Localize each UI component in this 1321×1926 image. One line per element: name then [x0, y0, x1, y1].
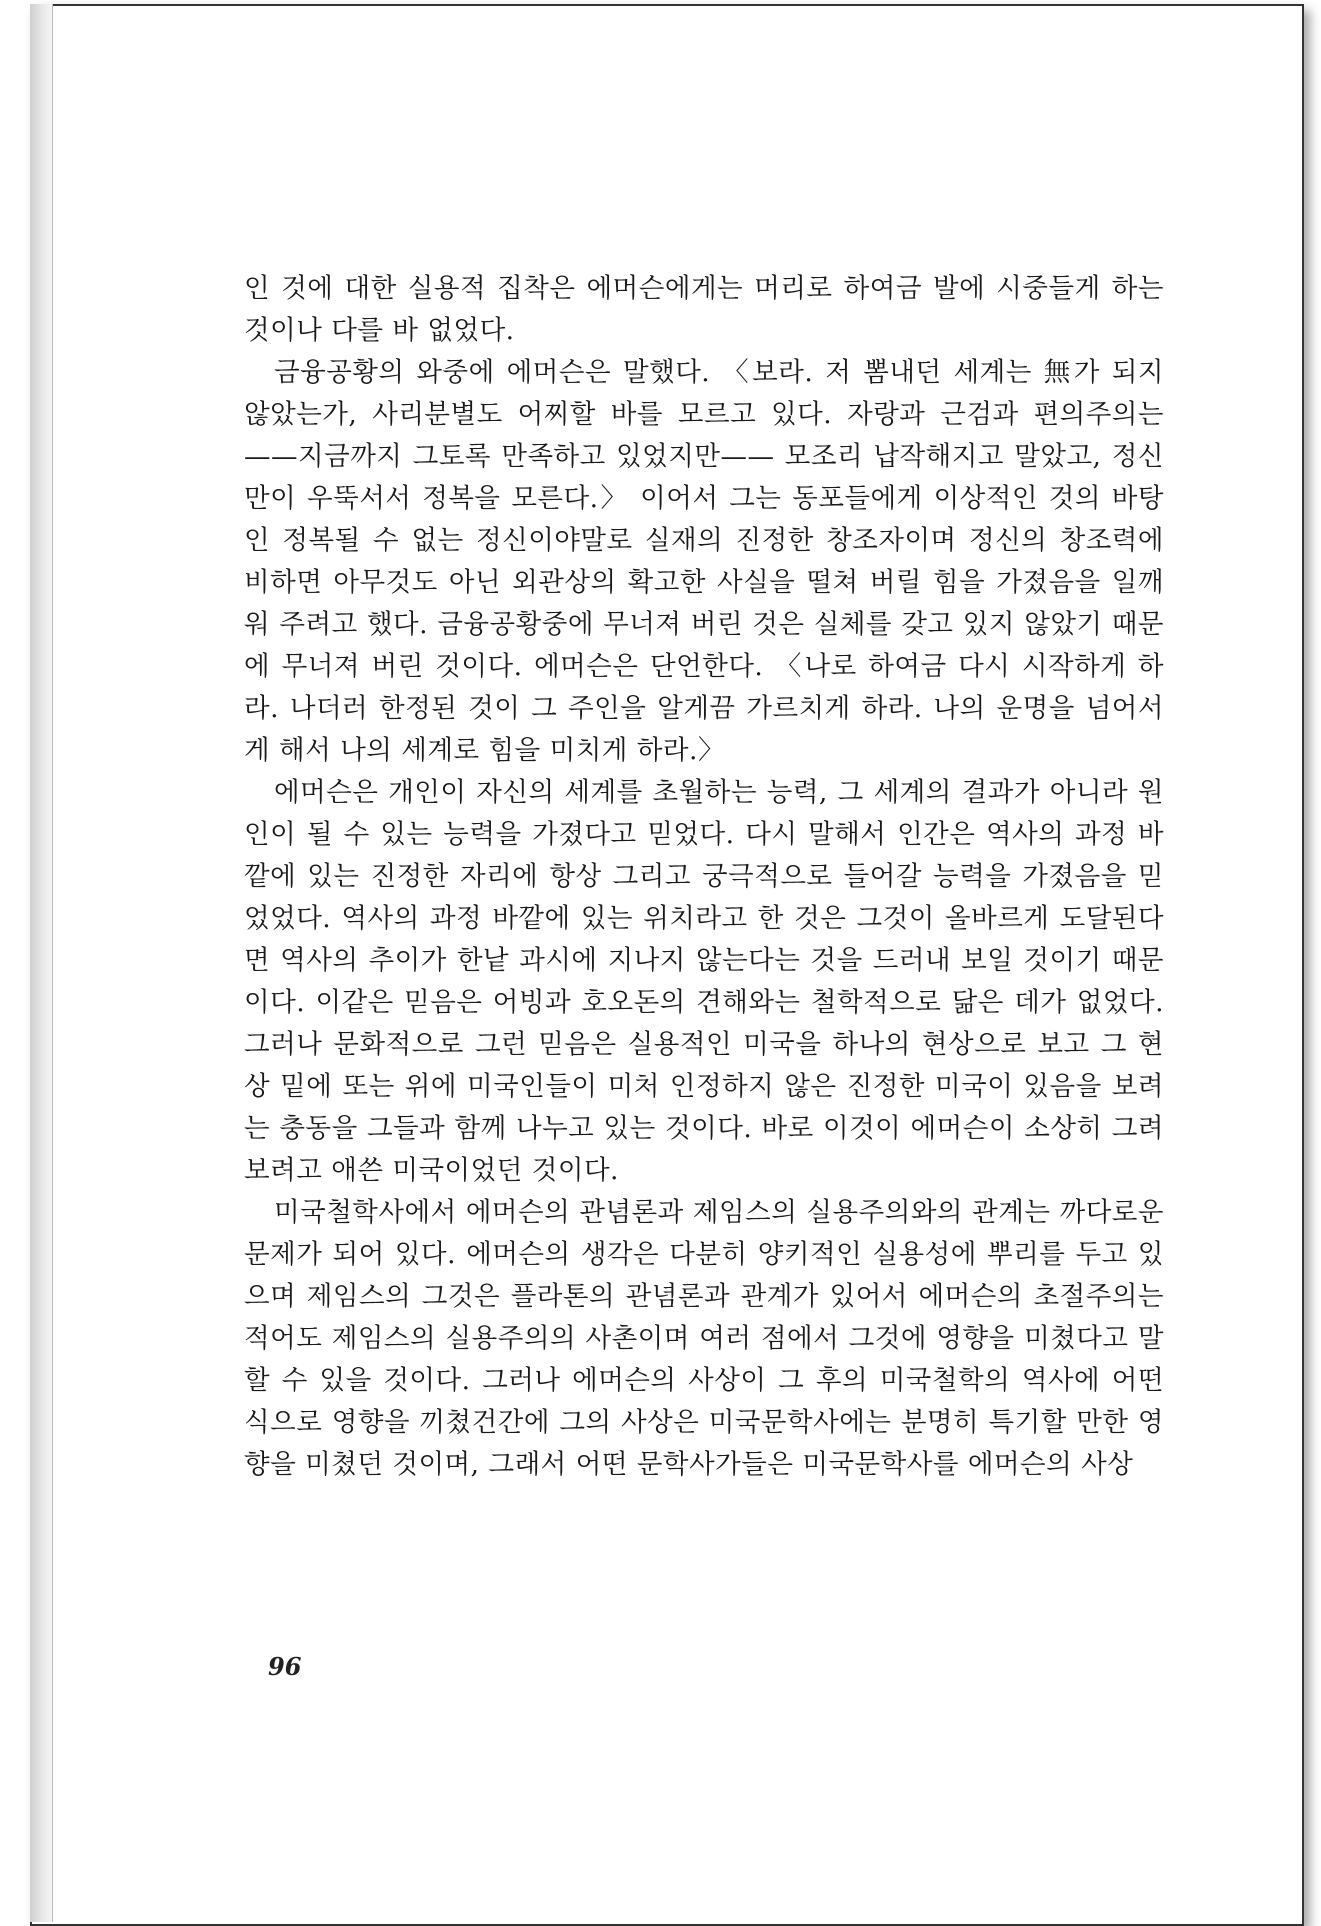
paragraph-4: 미국철학사에서 에머슨의 관념론과 제임스의 실용주의와의 관계는 까다로운 문제가 되어 있다. 에머슨의 생각은 다분히 양키적인 실용성에 뿌리를 두고 있으며 제임스의 그것은 플라톤의 관념론과 관계가 있어서 에머슨의 초절주의는 적어도 제임스의 실용주의의 사촌이며 여러 점에서 그것에 영향을 미쳤다고 말할 수 있을 것이다. 그러나 에머슨의 사상이 그 후의 미국철학의 역사에 어떤 식으로 영향을 끼쳤건간에 그의 사상은 미국문학사에는 분명히 특기할 만한 영향을 미쳤던 것이며, 그래서 어떤 문학사가들은 미국문학사를 에머슨의 사상 — [244, 1197, 1164, 1480]
paragraph-3: 에머슨은 개인이 자신의 세계를 초월하는 능력, 그 세계의 결과가 아니라 원인이 될 수 있는 능력을 가졌다고 믿었다. 다시 말해서 인간은 역사의 과정 바깥에 있는 진정한 자리에 항상 그리고 궁극적으로 들어갈 능력을 가졌음을 믿었었다. 역사의 과정 바깥에 있는 위치라고 한 것은 그것이 올바르게 도달된다면 역사의 추이가 한낱 과시에 지나지 않는다는 것을 드러내 보일 것이기 때문이다. 이같은 믿음은 어빙과 호오돈의 견해와는 철학적으로 닮은 데가 없었다. 그러나 문화적으로 그런 믿음은 실용적인 미국을 하나의 현상으로 보고 그 현상 밑에 또는 위에 미국인들이 미처 인정하지 않은 진정한 미국이 있음을 보려는 충동을 그들과 함께 나누고 있는 것이다. 바로 이것이 에머슨이 소상히 그려 보려고 애쓴 미국이었던 것이다. — [244, 777, 1164, 1186]
paragraph-1: 인 것에 대한 실용적 집착은 에머슨에게는 머리로 하여금 발에 시중들게 하는 것이나 다를 바 없었다. — [244, 273, 1164, 346]
book-spine — [30, 4, 53, 1922]
page-number: 96 — [268, 1652, 302, 1681]
paragraph-2: 금융공황의 와중에 에머슨은 말했다. 〈보라. 저 뽐내던 세계는 無가 되지 않았는가, 사리분별도 어찌할 바를 모르고 있다. 자랑과 근검과 편의주의는——지금까지 그토록 만족하고 있었지만—— 모조리 납작해지고 말았고, 정신만이 우뚝서서 정복을 모른다.〉 이어서 그는 동포들에게 이상적인 것의 바탕인 정복될 수 없는 정신이야말로 실재의 진정한 창조자이며 정신의 창조력에 비하면 아무것도 아닌 외관상의 확고한 사실을 떨쳐 버릴 힘을 가졌음을 일깨워 주려고 했다. 금융공황중에 무너져 버린 것은 실체를 갖고 있지 않았기 때문에 무너져 버린 것이다. 에머슨은 단언한다. 〈나로 하여금 다시 시작하게 하라. 나더러 한정된 것이 그 주인을 알게끔 가르치게 하라. 나의 운명을 넘어서게 해서 나의 세계로 힘을 미치게 하라.〉 — [244, 357, 1164, 766]
body-text — [244, 268, 1164, 1486]
